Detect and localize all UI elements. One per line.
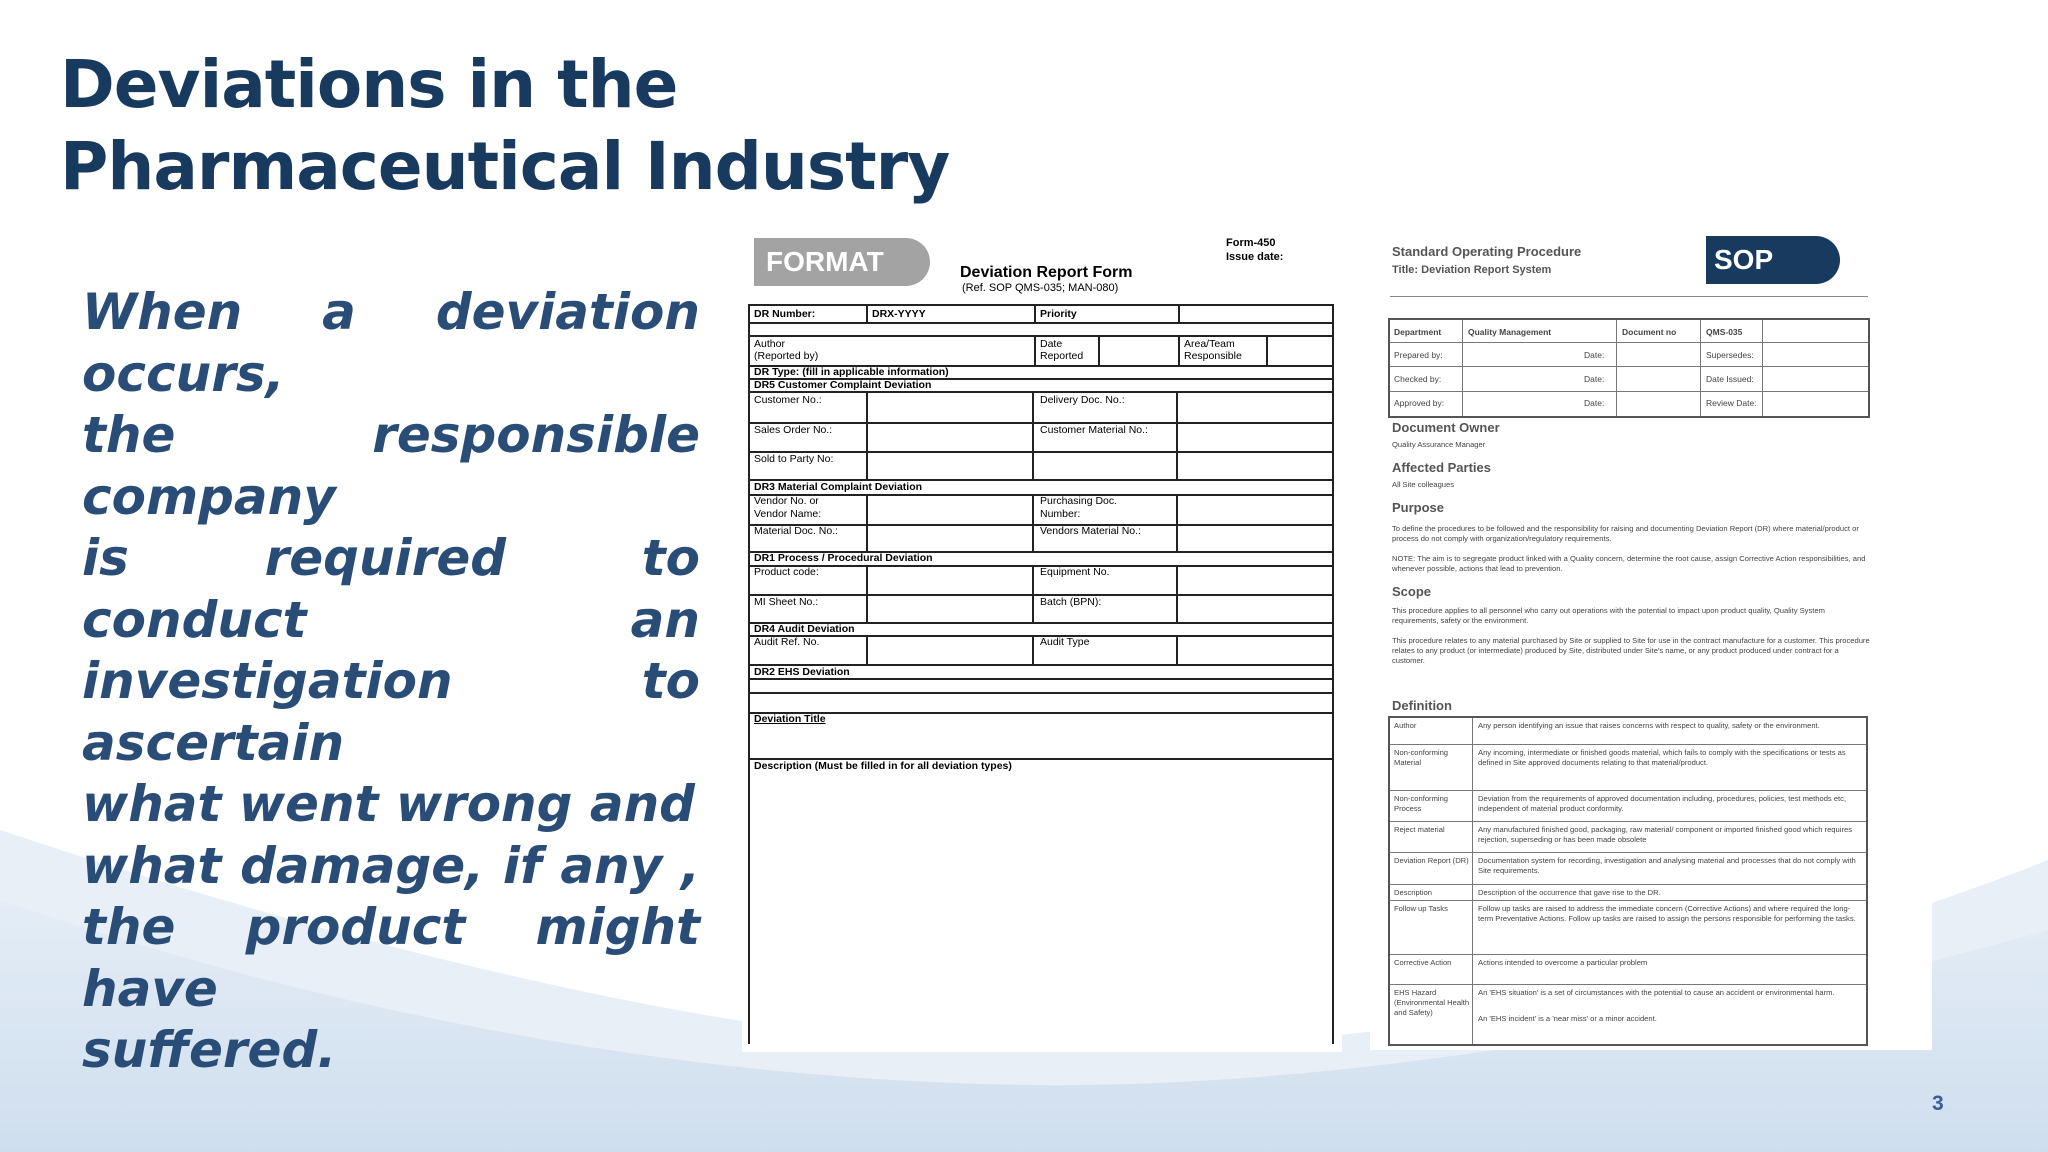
table-cell: Checked by: xyxy=(1394,374,1442,384)
table-cell: Review Date: xyxy=(1706,398,1757,408)
audit-type-label: Audit Type xyxy=(1040,636,1090,648)
definition-term: Follow up Tasks xyxy=(1394,904,1448,913)
body-line: is required to conduct an xyxy=(82,529,700,649)
dr-number-label: DR Number: xyxy=(754,308,816,320)
dr2-heading: DR2 EHS Deviation xyxy=(754,666,850,678)
reported-label: Reported xyxy=(1040,350,1084,362)
document-owner-heading: Document Owner xyxy=(1392,420,1500,435)
batch-label: Batch (BPN): xyxy=(1040,596,1102,608)
sop-document-image xyxy=(1370,232,1932,1050)
note-text: NOTE: The aim is to segregate product linked with a Quality concern, determine the root cause, assign Corrective Action responsibilities, and whenever possible, actions that lead to prevention. xyxy=(1392,554,1866,573)
purpose-text: To define the procedures to be followed and the responsibility for raising and documenting Deviation Report (DR) where material/product or process do not comply with organization/regulatory requirements. xyxy=(1392,524,1859,543)
definition-text: Documentation system for recording, investigation and analysing material and processes that do not comply with Site requirements. xyxy=(1478,856,1856,875)
definition-text: Any incoming, intermediate or finished goods material, which fails to comply with the specifications or tests as defined in Site approved documents relating to that material/product. xyxy=(1478,748,1846,767)
definition-text: Deviation from the requirements of approved documentation including, procedures, policies, test methods etc, independent of material product conformity. xyxy=(1478,794,1847,813)
table-cell: Quality Management xyxy=(1468,327,1552,337)
responsible-label: Responsible xyxy=(1184,350,1242,362)
product-code-label: Product code: xyxy=(754,566,819,578)
form-ref: (Ref. SOP QMS-035; MAN-080) xyxy=(962,282,1119,294)
table-cell: Date: xyxy=(1584,350,1605,360)
definition-text: An 'EHS incident' is a 'near miss' or a minor accident. xyxy=(1478,1014,1657,1023)
table-cell: Department xyxy=(1394,327,1442,337)
title-line-2: Pharmaceutical Industry xyxy=(60,127,950,205)
delivery-doc-label: Delivery Doc. No.: xyxy=(1040,394,1125,406)
author-label: Author xyxy=(754,338,785,350)
definition-table xyxy=(1388,716,1868,1046)
sop-title: Title: Deviation Report System xyxy=(1392,264,1552,276)
sales-order-label: Sales Order No.: xyxy=(754,424,833,436)
body-line: what damage, if any , xyxy=(82,836,700,895)
body-line: When a deviation occurs, xyxy=(82,283,700,403)
definition-term: Non-conforming Material xyxy=(1394,748,1449,767)
sold-to-label: Sold to Party No: xyxy=(754,453,834,465)
table-cell: Supersedes: xyxy=(1706,350,1754,360)
definition-term: Non-conforming Process xyxy=(1394,794,1449,813)
table-cell: Document no xyxy=(1622,327,1677,337)
table-cell: Date Issued: xyxy=(1706,374,1754,384)
form-number: Form-450 xyxy=(1226,237,1276,249)
body-line: investigation to ascertain xyxy=(82,652,700,772)
definition-text: Any manufactured finished good, packaging, raw material/ component or imported finished good which requires rejection, superseding or has been made obsolete xyxy=(1478,825,1852,844)
definition-term: Reject material xyxy=(1394,825,1445,834)
dr5-heading: DR5 Customer Complaint Deviation xyxy=(754,379,932,391)
vendors-material-label: Vendors Material No.: xyxy=(1040,525,1141,537)
definition-term: Corrective Action xyxy=(1394,958,1452,967)
number-label: Number: xyxy=(1040,508,1081,520)
definition-text: Actions intended to overcome a particular problem xyxy=(1478,958,1648,967)
sop-tag: SOP xyxy=(1706,236,1840,284)
deviation-report-form-image xyxy=(742,232,1342,1052)
reported-by-label: (Reported by) xyxy=(754,350,819,362)
dr1-heading: DR1 Process / Procedural Deviation xyxy=(754,552,933,564)
dr3-heading: DR3 Material Complaint Deviation xyxy=(754,481,923,493)
dr4-heading: DR4 Audit Deviation xyxy=(754,623,855,635)
format-tag: FORMAT xyxy=(754,238,930,286)
vendor-name-label: Vendor Name: xyxy=(754,508,822,520)
definition-heading: Definition xyxy=(1392,698,1452,713)
purpose-heading: Purpose xyxy=(1392,500,1445,515)
definition-term: Description xyxy=(1394,888,1432,897)
area-team-label: Area/Team xyxy=(1184,338,1235,350)
dr-type-label: DR Type: (fill in applicable information) xyxy=(754,366,949,378)
audit-ref-label: Audit Ref. No. xyxy=(754,636,820,648)
table-cell: Date: xyxy=(1584,374,1605,384)
definition-text: Any person identifying an issue that raises concerns with respect to quality, safety or the environment. xyxy=(1478,721,1820,730)
deviation-title-label: Deviation Title xyxy=(754,713,826,725)
definition-term: EHS Hazard (Environmental Health and Safety) xyxy=(1394,988,1470,1017)
scope-heading: Scope xyxy=(1392,584,1432,599)
page-number: 3 xyxy=(1932,1092,1944,1115)
definition-text: Description of the occurrence that gave rise to the DR. xyxy=(1478,888,1661,897)
scope-text-1: This procedure applies to all personnel who carry out operations with the potential to impact upon product quality, Quality System requirements, safety or the environment. xyxy=(1392,606,1825,625)
body-line: what went wrong and xyxy=(82,775,695,833)
customer-no-label: Customer No.: xyxy=(754,394,822,406)
material-doc-label: Material Doc. No.: xyxy=(754,525,839,537)
definition-text: An 'EHS situation' is a set of circumstances with the potential to cause an accident or environmental harm. xyxy=(1478,988,1835,997)
body-paragraph xyxy=(82,282,700,1082)
sop-header: Standard Operating Procedure xyxy=(1392,244,1582,259)
table-cell: Prepared by: xyxy=(1394,350,1443,360)
title-line-1: Deviations in the xyxy=(60,46,678,123)
body-line: the product might have xyxy=(82,898,700,1018)
priority-label: Priority xyxy=(1040,308,1077,320)
form-heading: Deviation Report Form xyxy=(960,264,1133,281)
definition-text: Follow up tasks are raised to address the immediate concern (Corrective Actions) and where required the long-term Preventative Actions. Follow up tasks are raised to assign the persons responsible for performing the tasks. xyxy=(1478,904,1856,923)
dr-number-value: DRX-YYYY xyxy=(872,308,926,320)
body-line: the responsible company xyxy=(82,406,700,526)
customer-material-label: Customer Material No.: xyxy=(1040,424,1148,436)
mi-sheet-label: MI Sheet No.: xyxy=(754,596,819,608)
purchasing-doc-label: Purchasing Doc. xyxy=(1040,495,1118,507)
equipment-no-label: Equipment No. xyxy=(1040,566,1110,578)
description-label: Description (Must be filled in for all deviation types) xyxy=(754,760,1012,772)
body-line: suffered. xyxy=(82,1021,337,1079)
definition-term: Deviation Report (DR) xyxy=(1394,856,1469,865)
definition-term: Author xyxy=(1394,721,1417,730)
slide-title xyxy=(60,44,949,208)
affected-parties-value: All Site colleagues xyxy=(1392,480,1455,489)
scope-text-2: This procedure relates to any material purchased by Site or supplied to Site for use in the contract manufacture for a customer. This procedure relates to any product (or intermediate) produced by Site, distributed under Site's name, or any product produced under contract for a customer. xyxy=(1392,636,1870,665)
vendor-no-label: Vendor No. or xyxy=(754,495,819,507)
table-cell: Approved by: xyxy=(1394,398,1445,408)
affected-parties-heading: Affected Parties xyxy=(1392,460,1491,475)
table-cell: QMS-035 xyxy=(1706,327,1743,337)
sop-info-table xyxy=(1388,318,1870,418)
issue-date-label: Issue date: xyxy=(1226,251,1284,263)
table-cell: Date: xyxy=(1584,398,1605,408)
date-label: Date xyxy=(1040,338,1063,350)
document-owner-value: Quality Assurance Manager xyxy=(1392,440,1486,449)
